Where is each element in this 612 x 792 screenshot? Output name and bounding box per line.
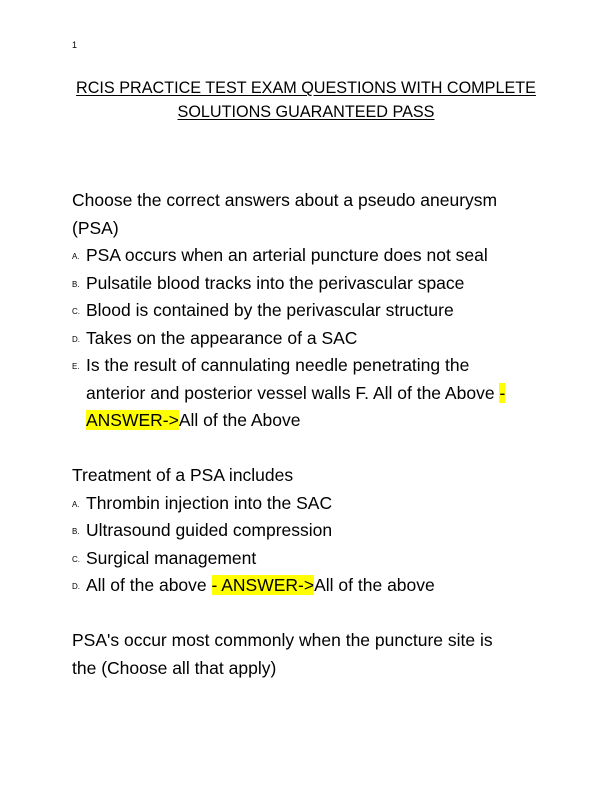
option-text: Thrombin injection into the SAC bbox=[86, 492, 333, 513]
option-marker: A. bbox=[72, 499, 80, 509]
title-line: RCIS PRACTICE TEST EXAM QUESTIONS WITH COMPLETE bbox=[76, 79, 536, 97]
option-list bbox=[72, 490, 542, 600]
option-marker: B. bbox=[72, 527, 80, 536]
option-text-continued bbox=[86, 380, 542, 408]
document-body bbox=[72, 187, 542, 710]
option-d bbox=[72, 572, 542, 600]
answer-text: All of the Above bbox=[178, 410, 301, 430]
question-text: the (Choose all that apply) bbox=[72, 657, 277, 678]
answer-tag-highlight: ANSWER-> bbox=[86, 410, 179, 430]
answer-tag-highlight: - ANSWER-> bbox=[211, 575, 315, 595]
option-a bbox=[72, 242, 542, 270]
option-marker: B. bbox=[72, 279, 80, 289]
question-text: (PSA) bbox=[72, 217, 119, 238]
option-marker: E. bbox=[72, 362, 80, 371]
option-marker: A. bbox=[72, 252, 80, 261]
option-e bbox=[72, 352, 542, 435]
option-text: PSA occurs when an arterial puncture does not seal bbox=[86, 245, 488, 265]
question-2 bbox=[72, 462, 542, 600]
option-marker: C. bbox=[72, 307, 80, 316]
title-line: SOLUTIONS GUARANTEED PASS bbox=[177, 103, 435, 121]
answer-line bbox=[86, 407, 542, 435]
option-c bbox=[72, 297, 542, 325]
question-text: PSA's occur most commonly when the puncture site is bbox=[72, 630, 493, 650]
option-text: Takes on the appearance of a SAC bbox=[86, 327, 358, 348]
option-list bbox=[72, 242, 542, 435]
option-marker: D. bbox=[72, 582, 80, 591]
option-a bbox=[72, 490, 542, 518]
option-text: Blood is contained by the perivascular structure bbox=[86, 300, 454, 320]
option-d bbox=[72, 325, 542, 353]
question-text: Choose the correct answers about a pseudo aneurysm bbox=[72, 190, 498, 210]
option-text-with-answer bbox=[86, 572, 542, 600]
page-number: 1 bbox=[72, 40, 78, 50]
option-text: Ultrasound guided compression bbox=[86, 520, 333, 540]
option-text: Pulsatile blood tracks into the perivascular space bbox=[86, 272, 465, 293]
option-text: Surgical management bbox=[86, 547, 257, 568]
document-title bbox=[60, 76, 552, 124]
question-3 bbox=[72, 627, 542, 682]
answer-tag-highlight: - bbox=[499, 382, 506, 403]
option-marker: D. bbox=[72, 334, 80, 344]
answer-text: All of the above bbox=[314, 575, 435, 595]
option-text: anterior and posterior vessel walls F. All of the Above bbox=[86, 382, 495, 403]
option-b bbox=[72, 270, 542, 298]
question-text: Treatment of a PSA includes bbox=[72, 465, 294, 485]
option-c bbox=[72, 545, 542, 573]
option-text: Is the result of cannulating needle penetrating the bbox=[86, 355, 470, 375]
option-b bbox=[72, 517, 542, 545]
option-text: All of the above bbox=[86, 575, 207, 595]
option-marker: C. bbox=[72, 554, 80, 564]
question-1 bbox=[72, 187, 542, 435]
